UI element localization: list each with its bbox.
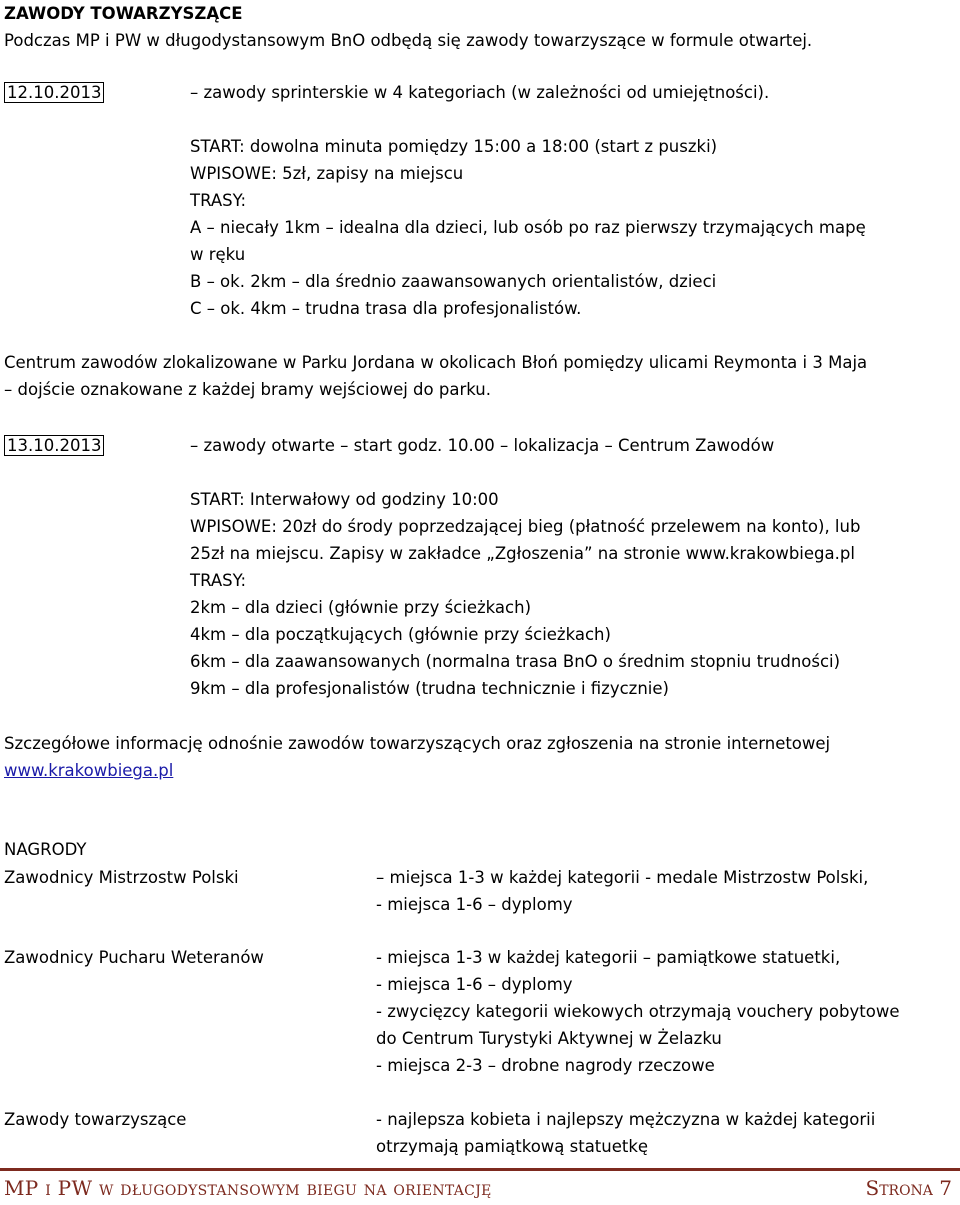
day1-route-a: A – niecały 1km – idealna dla dzieci, lub osób po raz pierwszy trzymających mapę xyxy=(190,218,866,237)
prizes-pw-line-3: - zwycięzcy kategorii wiekowych otrzymają vouchery pobytowe xyxy=(376,1002,900,1021)
day2-route-9km: 9km – dla profesjonalistów (trudna technicznie i fizycznie) xyxy=(190,679,669,698)
day1-routes-label: TRASY: xyxy=(190,191,247,210)
day2-fee: WPISOWE: 20zł do środy poprzedzającej bieg (płatność przelewem na konto), lub xyxy=(190,517,861,536)
day1-route-b: B – ok. 2km – dla średnio zaawansowanych orientalistów, dzieci xyxy=(190,272,717,291)
companion-intro: Podczas MP i PW w długodystansowym BnO odbędą się zawody towarzyszące w formule otwartej. xyxy=(4,31,813,50)
day2-route-2km: 2km – dla dzieci (głównie przy ścieżkach) xyxy=(190,598,532,617)
prizes-pw-line-4: do Centrum Turystyki Aktywnej w Żelazku xyxy=(376,1029,722,1048)
day2-start: START: Interwałowy od godziny 10:00 xyxy=(190,490,499,509)
day2-fee-cont: 25zł na miejscu. Zapisy w zakładce „Zgłoszenia” na stronie www.krakowbiega.pl xyxy=(190,544,855,563)
day2-title: – zawody otwarte – start godz. 10.00 – lokalizacja – Centrum Zawodów xyxy=(190,436,775,455)
day1-start: START: dowolna minuta pomiędzy 15:00 a 18:00 (start z puszki) xyxy=(190,137,718,156)
day1-date xyxy=(4,79,104,106)
day2-date xyxy=(4,432,104,459)
day1-date-box: 12.10.2013 xyxy=(4,82,104,103)
prizes-pw-line-1: - miejsca 1-3 w każdej kategorii – pamiątkowe statuetki, xyxy=(376,948,841,967)
details-link[interactable]: www.krakowbiega.pl xyxy=(4,761,174,780)
prizes-heading: NAGRODY xyxy=(4,840,87,859)
prizes-zt-label: Zawody towarzyszące xyxy=(4,1110,187,1129)
prizes-zt-line-1: - najlepsza kobieta i najlepszy mężczyzna w każdej kategorii xyxy=(376,1110,876,1129)
details-text: Szczegółowe informację odnośnie zawodów towarzyszących oraz zgłoszenia na stronie internetowej xyxy=(4,734,831,753)
details-link-wrap xyxy=(4,757,173,784)
prizes-zt-line-2: otrzymają pamiątkową statuetkę xyxy=(376,1137,649,1156)
day1-route-a-cont: w ręku xyxy=(190,245,246,264)
footer-title: MP i PW w długodystansowym biegu na orientację xyxy=(4,1176,492,1200)
footer-page-number: Strona 7 xyxy=(865,1176,952,1200)
prizes-mp-line-2: - miejsca 1-6 – dyplomy xyxy=(376,895,573,914)
prizes-pw-label: Zawodnicy Pucharu Weteranów xyxy=(4,948,264,967)
prizes-pw-line-2: - miejsca 1-6 – dyplomy xyxy=(376,975,573,994)
day2-routes-label: TRASY: xyxy=(190,571,247,590)
companion-heading: ZAWODY TOWARZYSZĄCE xyxy=(4,4,243,23)
day2-route-6km: 6km – dla zaawansowanych (normalna trasa BnO o średnim stopniu trudności) xyxy=(190,652,841,671)
location-line-1: Centrum zawodów zlokalizowane w Parku Jordana w okolicach Błoń pomiędzy ulicami Reymonta i 3 Maja xyxy=(4,353,868,372)
day1-fee: WPISOWE: 5zł, zapisy na miejscu xyxy=(190,164,464,183)
page-footer xyxy=(0,1168,960,1205)
prizes-pw-line-5: - miejsca 2-3 – drobne nagrody rzeczowe xyxy=(376,1056,715,1075)
location-line-2: – dojście oznakowane z każdej bramy wejściowej do parku. xyxy=(4,380,491,399)
prizes-mp-line-1: – miejsca 1-3 w każdej kategorii - medale Mistrzostw Polski, xyxy=(376,868,869,887)
day2-date-box: 13.10.2013 xyxy=(4,435,104,456)
day2-route-4km: 4km – dla początkujących (głównie przy ścieżkach) xyxy=(190,625,611,644)
prizes-mp-label: Zawodnicy Mistrzostw Polski xyxy=(4,868,239,887)
day1-title: – zawody sprinterskie w 4 kategoriach (w zależności od umiejętności). xyxy=(190,83,770,102)
day1-route-c: C – ok. 4km – trudna trasa dla profesjonalistów. xyxy=(190,299,582,318)
